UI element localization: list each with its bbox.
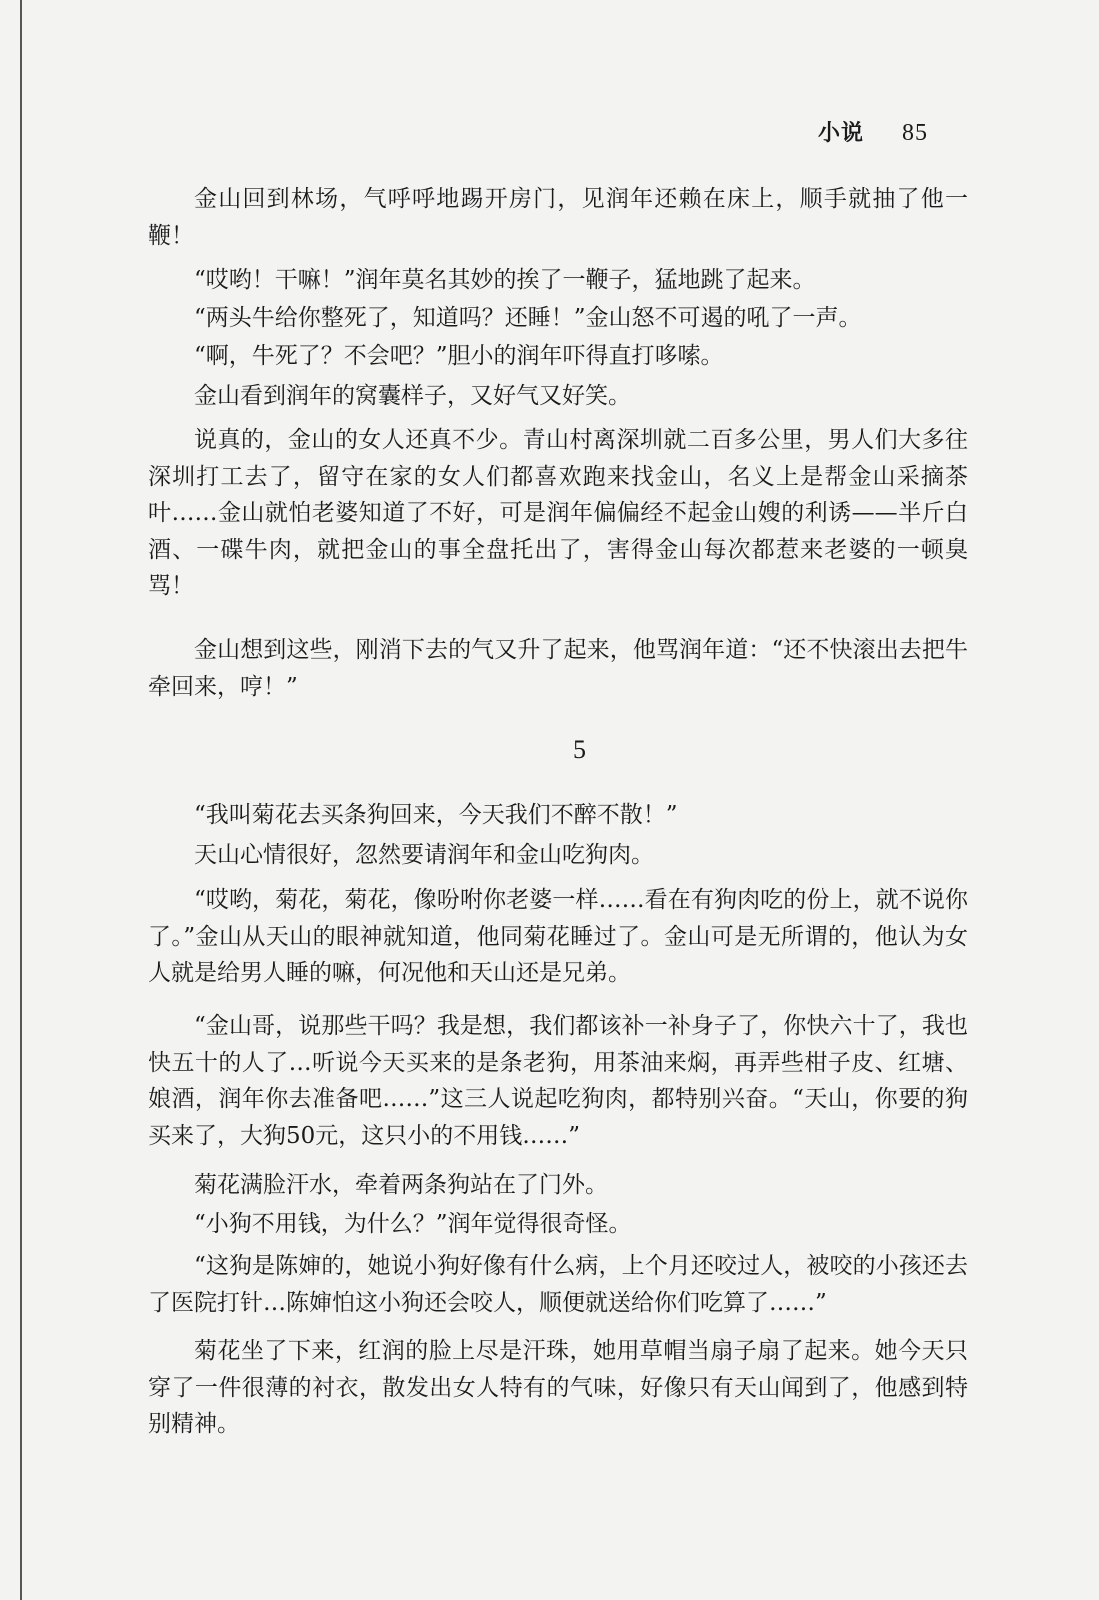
paragraph: “这狗是陈婶的，她说小狗好像有什么病，上个月还咬过人，被咬的小孩还去了医院打针…陈婶怕这小狗还会咬人，顺便就送给你们吃算了……” [148, 1253, 968, 1316]
paragraph: 说真的，金山的女人还真不少。青山村离深圳就二百多公里，男人们大多往深圳打工去了，留守在家的女人们都喜欢跑来找金山，名义上是帮金山采摘茶叶……金山就怕老婆知道了不好，可是润年偏偏经不起金山嫂的利诱——半斤白酒、一碟牛肉，就把金山的事全盘托出了，害得金山每次都惹来老婆的一顿臭骂！ [148, 427, 968, 599]
paragraph: “小狗不用钱，为什么？”润年觉得很奇怪。 [194, 1211, 632, 1237]
paragraph: 金山看到润年的窝囊样子，又好气又好笑。 [194, 383, 631, 409]
paragraph: 金山回到林场，气呼呼地踢开房门，见润年还赖在床上，顺手就抽了他一鞭！ [148, 186, 968, 249]
paragraph: “两头牛给你整死了，知道吗？还睡！”金山怒不可遏的吼了一声。 [194, 305, 862, 331]
paragraph: “啊，牛死了？不会吧？”胆小的润年吓得直打哆嗦。 [194, 343, 724, 369]
section-title: 小说 [818, 120, 865, 146]
paragraph: “哎哟，菊花，菊花，像吩咐你老婆一样……看在有狗肉吃的份上，就不说你了。”金山从天山的眼神就知道，他同菊花睡过了。金山可是无所谓的，他认为女人就是给男人睡的嘛，何况他和天山还是兄弟。 [148, 887, 968, 986]
running-header [818, 116, 928, 147]
paragraph: 菊花满脸汗水，牵着两条狗站在了门外。 [194, 1172, 608, 1198]
chapter-number: 5 [573, 735, 586, 764]
paragraph: 金山想到这些，刚消下去的气又升了起来，他骂润年道：“还不快滚出去把牛牵回来，哼！” [148, 637, 968, 700]
scan-edge-line [20, 0, 22, 1600]
paragraph: “金山哥，说那些干吗？我是想，我们都该补一补身子了，你快六十了，我也快五十的人了…听说今天买来的是条老狗，用茶油来焖，再弄些柑子皮、红塘、娘酒，润年你去准备吧……”这三人说起吃狗肉，都特别兴奋。“天山，你要的狗买来了，大狗50元，这只小的不用钱……” [148, 1013, 968, 1149]
paragraph: “我叫菊花去买条狗回来，今天我们不醉不散！” [194, 802, 678, 828]
paragraph: “哎哟！干嘛！”润年莫名其妙的挨了一鞭子，猛地跳了起来。 [194, 267, 816, 293]
page-number: 85 [902, 120, 929, 146]
paragraph: 菊花坐了下来，红润的脸上尽是汗珠，她用草帽当扇子扇了起来。她今天只穿了一件很薄的衬衣，散发出女人特有的气味，好像只有天山闻到了，他感到特别精神。 [148, 1338, 968, 1437]
paragraph: 天山心情很好，忽然要请润年和金山吃狗肉。 [194, 842, 654, 868]
